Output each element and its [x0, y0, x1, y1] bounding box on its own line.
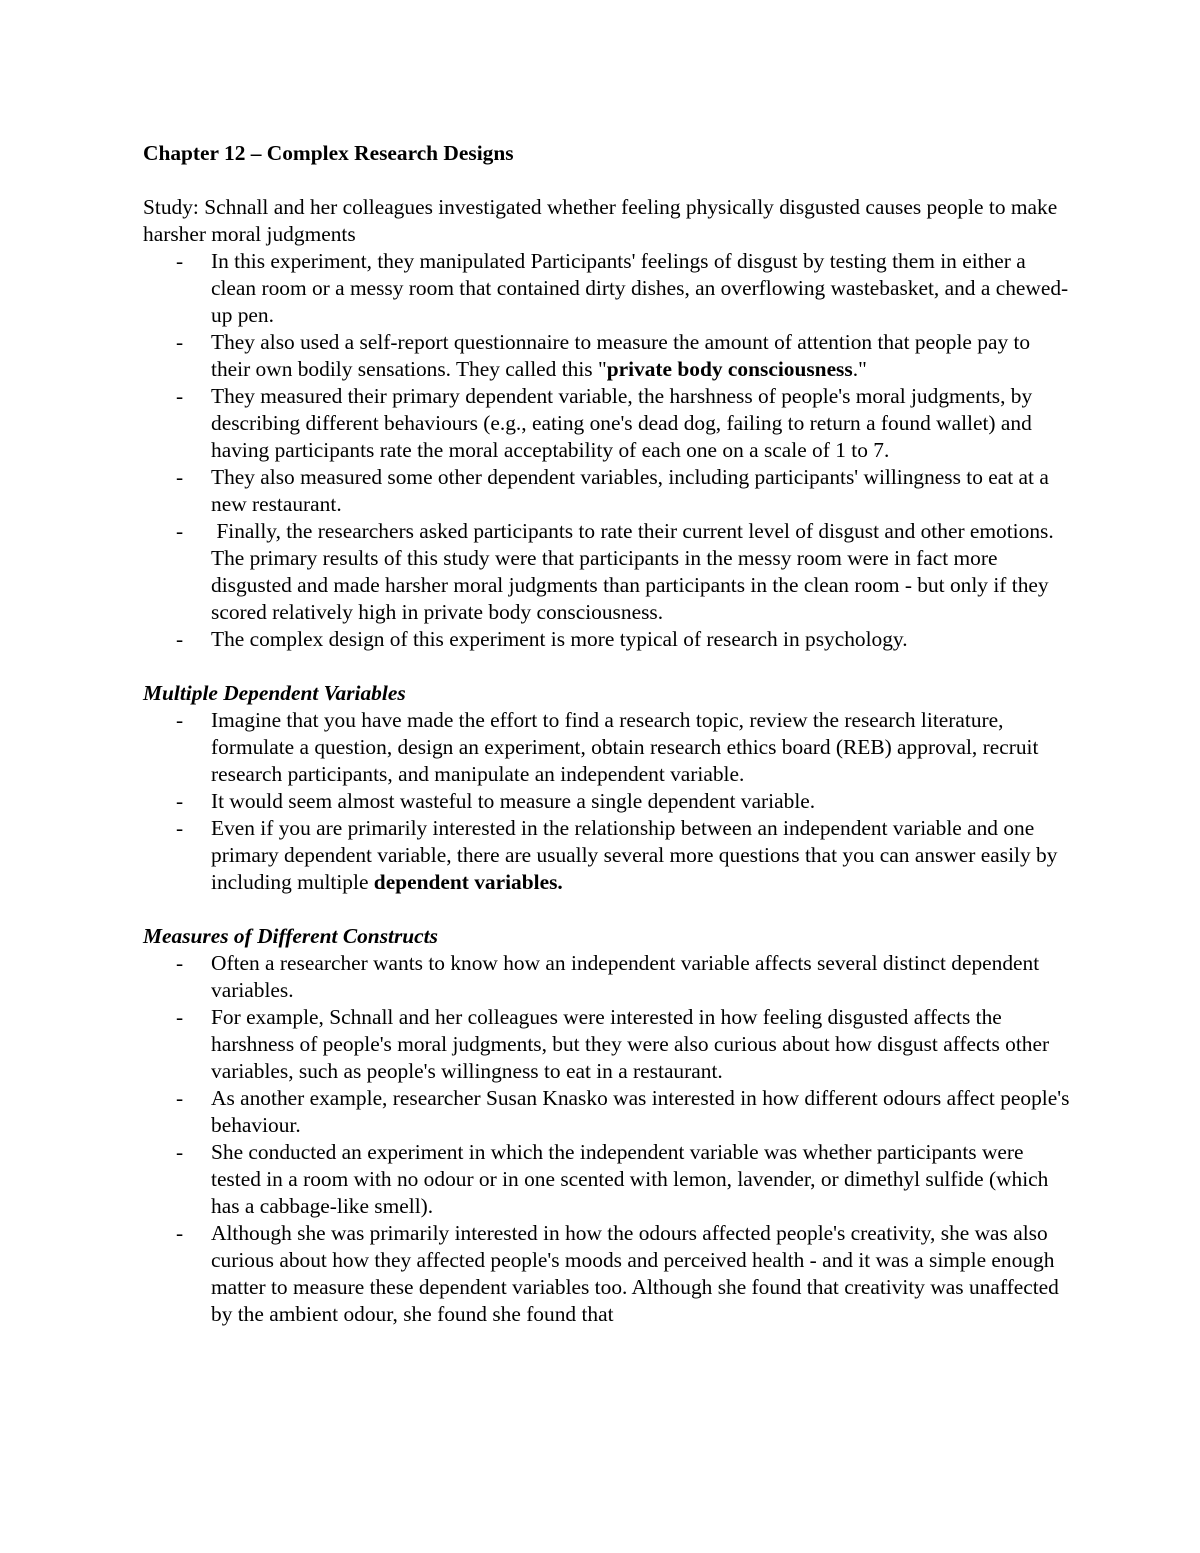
list-item-text-part: They also used a self-report questionnaire to measure the amount of attention that people pay to their own bodily sensations. They called this " — [211, 330, 1031, 381]
dash-bullet: - — [176, 330, 184, 354]
dash-bullet: - — [176, 627, 184, 651]
list-item-text: Often a researcher wants to know how an independent variable affects several distinct dependent variables. — [211, 951, 1040, 1002]
study-intro: Study: Schnall and her colleagues investigated whether feeling physically disgusted causes people to make harsher moral judgments — [143, 195, 1058, 246]
list-item — [143, 1220, 1073, 1328]
section-list — [143, 950, 1073, 1328]
dash-bullet: - — [176, 1140, 184, 1164]
document-page — [143, 140, 1073, 1328]
list-item — [143, 707, 1073, 788]
list-item-text: It would seem almost wasteful to measure a single dependent variable. — [211, 789, 816, 813]
list-item — [143, 383, 1073, 464]
list-item-text: She conducted an experiment in which the independent variable was whether participants were tested in a room with no odour or in one scented with lemon, lavender, or dimethyl sulfide (which has a cabbage-like smell). — [211, 1140, 1049, 1218]
list-item — [143, 950, 1073, 1004]
list-item-text — [211, 330, 1030, 381]
list-item — [143, 815, 1073, 896]
dash-bullet: - — [176, 708, 184, 732]
list-item — [143, 788, 1073, 815]
bold-term: dependent variables. — [373, 870, 563, 894]
section-heading: Multiple Dependent Variables — [143, 681, 406, 705]
dash-bullet: - — [176, 465, 184, 489]
dash-bullet: - — [176, 519, 184, 543]
list-item-text: Imagine that you have made the effort to find a research topic, review the research literature, formulate a question, design an experiment, obtain research ethics board (REB) approval, recruit research participants, and manipulate an independent variable. — [211, 708, 1039, 786]
list-item — [143, 626, 1073, 653]
dash-bullet: - — [176, 951, 184, 975]
list-item-text — [211, 816, 1057, 894]
bold-term: private body consciousness — [606, 357, 853, 381]
dash-bullet: - — [176, 1086, 184, 1110]
section-heading: Measures of Different Constructs — [143, 924, 438, 948]
list-item-text: In this experiment, they manipulated Participants' feelings of disgust by testing them in either a clean room or a messy room that contained dirty dishes, an overflowing wastebasket, and a chewed-up pen. — [211, 249, 1069, 327]
list-item — [143, 1004, 1073, 1085]
dash-bullet: - — [176, 789, 184, 813]
list-item-text: They measured their primary dependent variable, the harshness of people's moral judgments, by describing different behaviours (e.g., eating one's dead dog, failing to return a found wallet) and having participants rate the moral acceptability of each one on a scale of 1 to 7. — [211, 384, 1033, 462]
list-item — [143, 329, 1073, 383]
dash-bullet: - — [176, 249, 184, 273]
study-list — [143, 248, 1073, 653]
list-item — [143, 1085, 1073, 1139]
dash-bullet: - — [176, 1221, 184, 1245]
section-list — [143, 707, 1073, 896]
dash-bullet: - — [176, 1005, 184, 1029]
chapter-title: Chapter 12 – Complex Research Designs — [143, 141, 514, 165]
list-item-text: They also measured some other dependent variables, including participants' willingness to eat at a new restaurant. — [211, 465, 1049, 516]
list-item-text: The complex design of this experiment is more typical of research in psychology. — [211, 627, 908, 651]
list-item-text: Finally, the researchers asked participants to rate their current level of disgust and other emotions. The primary results of this study were that participants in the messy room were in fact more disgusted and made harsher moral judgments than participants in the clean room - but only if they scored relatively high in private body consciousness. — [211, 519, 1059, 624]
list-item-text: For example, Schnall and her colleagues were interested in how feeling disgusted affects the harshness of people's moral judgments, but they were also curious about how disgust affects other variables, such as people's willingness to eat in a restaurant. — [211, 1005, 1050, 1083]
list-item — [143, 248, 1073, 329]
list-item-text-part: Even if you are primarily interested in the relationship between an independent variable and one primary dependent variable, there are usually several more questions that you can answer easily by including multiple — [211, 816, 1058, 894]
list-item — [143, 464, 1073, 518]
list-item — [143, 518, 1073, 626]
dash-bullet: - — [176, 384, 184, 408]
list-item-text-part: ." — [852, 357, 867, 381]
list-item-text: Although she was primarily interested in how the odours affected people's creativity, she was also curious about how they affected people's moods and perceived health - and it was a simple enough matter to measure these dependent variables too. Although she found that creativity was unaffected by the ambient odour, she found she found that — [211, 1221, 1059, 1326]
dash-bullet: - — [176, 816, 184, 840]
list-item-text: As another example, researcher Susan Knasko was interested in how different odours affect people's behaviour. — [211, 1086, 1070, 1137]
list-item — [143, 1139, 1073, 1220]
